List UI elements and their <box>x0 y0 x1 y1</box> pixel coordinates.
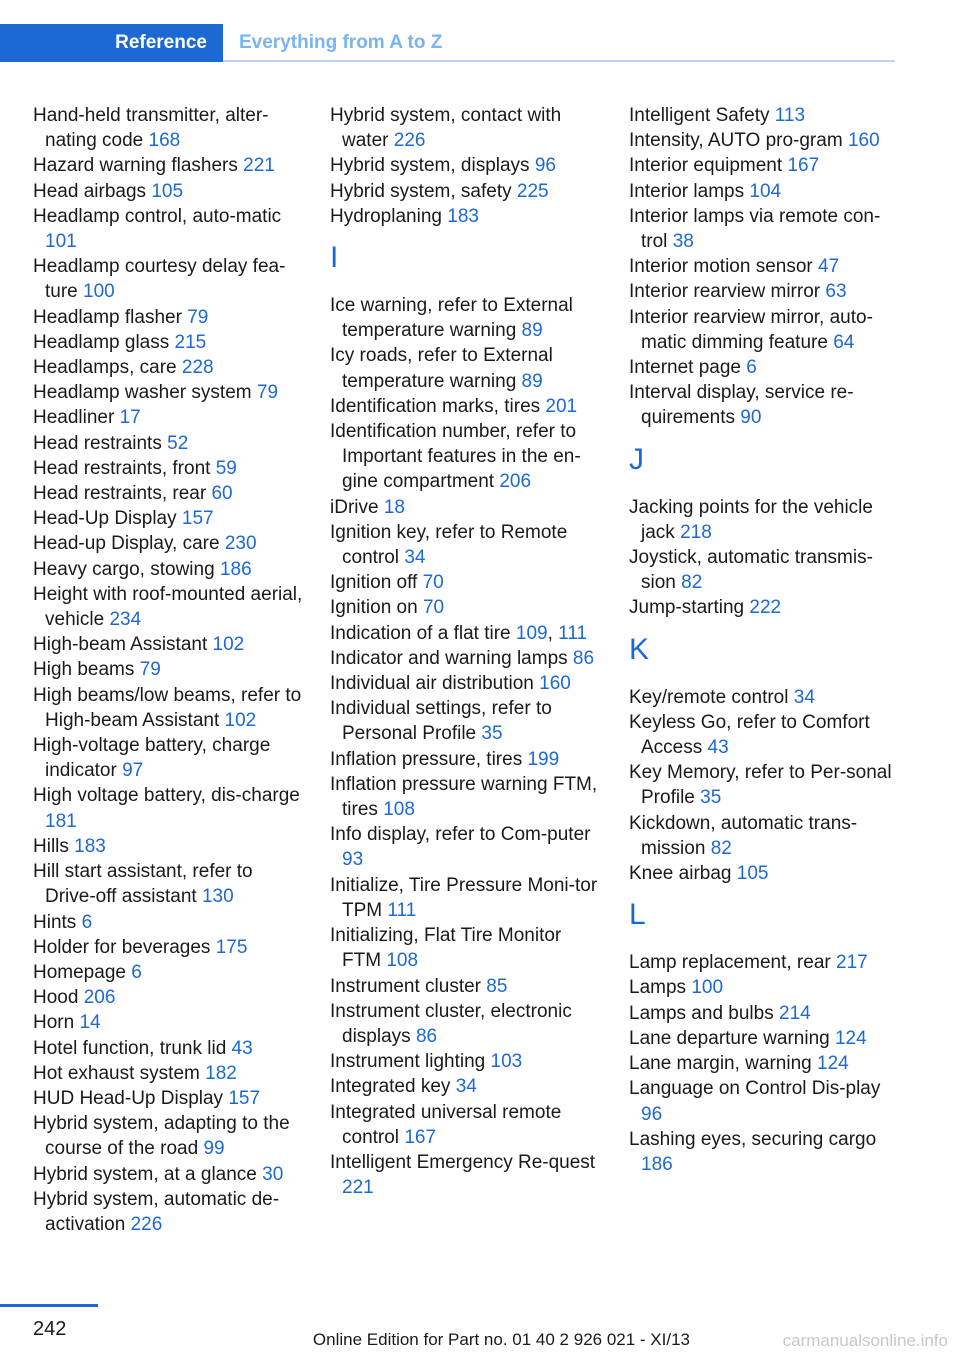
index-entry-term: Hot exhaust system <box>33 1062 200 1084</box>
index-entry-term: Lamps and bulbs <box>629 1002 774 1024</box>
page-link[interactable]: 160 <box>847 130 880 152</box>
index-entry-term: Hills <box>33 835 69 857</box>
index-entry <box>330 495 602 520</box>
index-entry-term: Head-Up Display <box>33 508 177 530</box>
index-entry-term: Kickdown, automatic trans-mission <box>629 812 858 859</box>
index-entry <box>629 495 897 545</box>
page-link[interactable]: 186 <box>219 558 252 580</box>
page-link[interactable]: 124 <box>834 1027 867 1049</box>
index-entry-term: Indication of a flat tire <box>330 622 511 644</box>
page-link[interactable]: 109 <box>515 622 548 644</box>
header-rule <box>223 60 895 62</box>
index-entry-term: Intelligent Emergency Re-quest <box>330 1151 596 1173</box>
index-entry-term: Initializing, Flat Tire Monitor FTM <box>330 925 562 972</box>
index-column-1 <box>33 103 305 1237</box>
page-link[interactable]: 234 <box>109 609 142 631</box>
index-entry <box>330 153 602 178</box>
index-entry-term: Headlamp washer system <box>33 382 252 404</box>
page-link[interactable]: 79 <box>139 659 161 681</box>
section-tab-subsection[interactable]: Everything from A to Z <box>239 32 443 53</box>
page-link[interactable]: 97 <box>122 760 144 782</box>
index-entry-term: Integrated key <box>330 1076 451 1098</box>
index-entry <box>629 710 897 760</box>
index-entry <box>629 153 897 178</box>
index-entry <box>330 343 602 393</box>
index-entry <box>33 1086 305 1111</box>
page-link[interactable]: 113 <box>774 105 806 126</box>
index-entry-term: Initialize, Tire Pressure Moni-tor TPM <box>330 874 598 921</box>
index-entry <box>33 1010 305 1035</box>
index-entry-term: Internet page <box>629 357 741 379</box>
index-entry <box>33 456 305 481</box>
page-link[interactable]: 104 <box>749 180 782 202</box>
index-entry <box>330 923 602 973</box>
index-entry <box>629 811 897 861</box>
index-entry-term: Integrated universal remote control <box>330 1101 562 1148</box>
page-link[interactable]: 86 <box>415 1025 438 1047</box>
index-entry-term: Ignition on <box>330 597 418 619</box>
index-entry <box>330 520 602 570</box>
index-entry <box>330 570 602 595</box>
index-entry-term: Hybrid system, automatic de-activation <box>33 1188 280 1235</box>
page-link[interactable]: 64 <box>833 331 855 353</box>
index-entry <box>33 632 305 657</box>
page-link[interactable]: 222 <box>749 597 782 619</box>
index-entry <box>330 999 602 1049</box>
index-letter-heading: J <box>629 442 644 476</box>
index-entry-term: iDrive <box>330 496 379 518</box>
index-entry <box>33 1111 305 1161</box>
page-link[interactable]: 34 <box>455 1076 477 1098</box>
index-entry-term: Head-up Display, care <box>33 533 220 555</box>
index-entry-term: Hydroplaning <box>330 205 442 227</box>
page-link[interactable]: 101 <box>45 231 77 253</box>
page-link[interactable]: 17 <box>119 407 141 429</box>
index-entry-term: Interval display, service re-quirements <box>629 382 854 429</box>
index-entry-term: Identification marks, tires <box>330 395 541 417</box>
page-link[interactable]: 108 <box>383 799 415 821</box>
index-entry-term: Hazard warning flashers <box>33 155 238 177</box>
page-link[interactable]: 93 <box>342 849 364 871</box>
index-entry-term: Lashing eyes, securing cargo <box>629 1128 877 1150</box>
page-link[interactable]: 6 <box>746 357 757 379</box>
index-entry <box>629 1026 897 1051</box>
index-entry <box>33 531 305 556</box>
index-entry-term: Hints <box>33 911 77 933</box>
page-link[interactable]: 99 <box>203 1138 225 1160</box>
index-entry-term: Head restraints <box>33 432 162 454</box>
index-entry-term: High voltage battery, dis-charge <box>33 785 300 807</box>
page-link[interactable]: 105 <box>151 180 184 202</box>
page-link[interactable]: 218 <box>680 521 712 543</box>
page-link[interactable]: 206 <box>499 471 532 493</box>
index-entry-term: Hotel function, trunk lid <box>33 1037 227 1059</box>
page-link[interactable]: 183 <box>447 205 479 227</box>
page-link[interactable]: 82 <box>710 837 732 859</box>
page-link[interactable]: 103 <box>490 1051 523 1073</box>
index-entry <box>33 431 305 456</box>
index-entry-term: Key/remote control <box>629 686 789 708</box>
page-link[interactable]: 215 <box>174 331 207 353</box>
page-link[interactable]: 34 <box>404 547 426 569</box>
index-letter-heading: K <box>629 632 650 666</box>
page-link[interactable]: 70 <box>422 572 444 594</box>
index-entry-term: Intelligent Safety <box>629 105 770 126</box>
page-link[interactable]: 14 <box>79 1012 101 1034</box>
index-entry-term: Hybrid system, adapting to the course of the road <box>33 1113 290 1160</box>
page-link[interactable]: 96 <box>534 155 556 177</box>
index-entry-term: Headlamp courtesy delay fea-ture <box>33 256 286 303</box>
page-link[interactable]: 89 <box>521 370 543 392</box>
index-column-3 <box>629 103 897 1177</box>
index-entry-term: Instrument cluster <box>330 975 481 997</box>
index-entry-term: Ignition off <box>330 572 418 594</box>
page-link[interactable]: 43 <box>707 737 729 759</box>
page-link[interactable]: 34 <box>793 686 815 708</box>
page-link[interactable]: 100 <box>83 281 115 303</box>
index-entry <box>629 545 897 595</box>
index-entry <box>629 103 897 128</box>
page-link[interactable]: 82 <box>681 572 703 594</box>
index-entry-term: Individual settings, refer to Personal Profile <box>330 698 552 745</box>
index-entry <box>33 103 305 153</box>
page-link[interactable]: 52 <box>167 432 189 454</box>
index-entry-term: Lamps <box>629 977 687 999</box>
page-link[interactable]: 6 <box>81 911 93 933</box>
page-link[interactable]: 59 <box>215 457 237 479</box>
index-entry-term: Headlamp control, auto-matic <box>33 205 282 227</box>
index-entry-term: High-voltage battery, charge indicator <box>33 735 271 782</box>
index-entry <box>33 657 305 682</box>
index-entry-term: Headlamps, care <box>33 357 177 379</box>
index-entry <box>33 481 305 506</box>
index-entry <box>330 747 602 772</box>
index-entry-term: HUD Head-Up Display <box>33 1087 224 1109</box>
index-entry-term: Interior lamps via remote con-trol <box>629 205 881 253</box>
index-entry-term: Holder for beverages <box>33 936 211 958</box>
index-entry-term: Hand-held transmitter, alter-nating code <box>33 105 269 152</box>
index-entry <box>33 960 305 985</box>
page-link[interactable]: 111 <box>558 622 588 644</box>
page-link[interactable]: 60 <box>211 483 233 505</box>
page-link[interactable]: 214 <box>779 1002 811 1024</box>
edition-note: Online Edition for Part no. 01 40 2 926 021 - XI/13 <box>312 1330 690 1349</box>
index-entry-term: Instrument lighting <box>330 1051 486 1073</box>
page-link[interactable]: 43 <box>231 1037 253 1059</box>
index-entry <box>33 733 305 783</box>
index-entry <box>330 293 602 343</box>
index-entry-term: Lane departure warning <box>629 1027 830 1049</box>
page-link[interactable]: 226 <box>393 130 426 152</box>
page-link[interactable]: 79 <box>187 306 209 328</box>
index-entry <box>330 1150 602 1200</box>
index-entry-term: Instrument cluster, electronic displays <box>330 1000 572 1047</box>
index-entry-term: Headliner <box>33 407 115 429</box>
index-entry <box>33 683 305 733</box>
page-link[interactable]: 35 <box>700 787 722 809</box>
index-entry-term: High beams/low beams, refer to High-beam Assistant <box>33 684 302 731</box>
index-entry <box>330 179 602 204</box>
page-link[interactable]: 228 <box>181 357 214 379</box>
index-entry <box>330 1074 602 1099</box>
index-entry <box>330 822 602 872</box>
page-link[interactable]: 105 <box>736 863 769 885</box>
index-entry <box>629 861 897 886</box>
index-entry <box>330 394 602 419</box>
index-entry <box>33 582 305 632</box>
page-link[interactable]: 18 <box>383 496 405 518</box>
index-entry <box>33 935 305 960</box>
index-entry <box>629 380 897 430</box>
index-entry-term: Joystick, automatic transmis-sion <box>629 547 873 594</box>
index-entry <box>629 950 897 975</box>
page-link[interactable]: 168 <box>148 130 181 152</box>
index-entry-term: Hybrid system, displays <box>330 155 530 177</box>
index-entry-term: High-beam Assistant <box>33 634 208 656</box>
index-entry <box>330 772 602 822</box>
page-link[interactable]: 111 <box>387 899 417 921</box>
index-entry <box>330 103 602 153</box>
page-link[interactable]: 89 <box>521 320 543 342</box>
page-link[interactable]: 70 <box>422 597 445 619</box>
page-link[interactable]: 79 <box>256 382 279 404</box>
page-link[interactable]: 35 <box>481 723 503 745</box>
index-entry-term: Head airbags <box>33 180 147 202</box>
page-link[interactable]: 85 <box>486 975 508 997</box>
index-entry <box>330 696 602 746</box>
page-link[interactable]: 221 <box>243 155 275 177</box>
index-entry-term: Hood <box>33 987 79 1009</box>
index-entry-term: Interior rearview mirror, auto-matic dimming feature <box>629 306 873 353</box>
section-tab-reference[interactable]: Reference <box>0 24 223 62</box>
page-link[interactable]: 221 <box>342 1177 374 1199</box>
index-entry <box>629 595 897 620</box>
index-entry-term: Headlamp flasher <box>33 306 182 328</box>
index-entry-term: Interior motion sensor <box>629 256 813 278</box>
index-entry-term: Hybrid system, at a glance <box>33 1163 257 1185</box>
page-link[interactable]: 86 <box>572 647 595 669</box>
page-link[interactable]: 47 <box>818 256 840 278</box>
page-link[interactable]: 157 <box>228 1087 261 1109</box>
index-entry-term: Info display, refer to Com-puter <box>330 824 591 846</box>
index-entry-term: Head restraints, front <box>33 457 211 479</box>
index-entry <box>629 279 897 304</box>
page-link[interactable]: 124 <box>817 1053 849 1075</box>
index-entry <box>629 179 897 204</box>
index-entry <box>33 330 305 355</box>
page-link[interactable]: 102 <box>212 634 245 656</box>
index-entry <box>33 506 305 531</box>
index-entry-term: Lane margin, warning <box>629 1053 812 1075</box>
index-entry-term: Language on Control Dis-play <box>629 1078 881 1100</box>
index-entry <box>330 204 602 229</box>
index-entry <box>330 974 602 999</box>
index-entry-term: High beams <box>33 659 135 681</box>
index-entry-term: Interior lamps <box>629 180 745 202</box>
page-link[interactable]: 226 <box>130 1213 163 1235</box>
index-entry-term: Jump-starting <box>629 597 745 619</box>
index-entry <box>629 204 897 254</box>
index-entry <box>33 557 305 582</box>
index-entry <box>629 355 897 380</box>
index-entry-term: Interior rearview mirror <box>629 281 821 303</box>
page-link[interactable]: 38 <box>672 231 694 253</box>
index-entry <box>33 305 305 330</box>
page-header <box>0 24 895 62</box>
page-number: 242 <box>33 1318 67 1340</box>
page-link[interactable]: 183 <box>74 835 106 857</box>
index-entry <box>629 975 897 1000</box>
index-entry-term: Interior equipment <box>629 155 783 177</box>
index-entry <box>629 685 897 710</box>
page-link[interactable]: 182 <box>205 1062 237 1084</box>
index-entry-term: Key Memory, refer to Per-sonal Profile <box>629 762 892 809</box>
page-link[interactable]: 206 <box>83 987 116 1009</box>
index-column-2 <box>330 103 602 1200</box>
index-entry <box>330 1100 602 1150</box>
watermark: carmanualsonline.info <box>782 1331 948 1350</box>
index-entry <box>330 419 602 495</box>
index-entry: Indication of a flat tire 109, 111 <box>330 622 588 644</box>
page-link[interactable]: 230 <box>224 533 257 555</box>
index-entry-term: Head restraints, rear <box>33 483 207 505</box>
index-entry-term: Ice warning, refer to External temperature warning <box>330 295 573 342</box>
index-letter-heading: I <box>330 241 339 275</box>
index-entry <box>629 254 897 279</box>
index-entry <box>330 873 602 923</box>
index-entry <box>33 1187 305 1237</box>
index-letter-heading: L <box>629 898 646 932</box>
index-entry <box>33 1162 305 1187</box>
index-entry-term: Inflation pressure warning FTM, tires <box>330 773 598 821</box>
index-entry <box>629 1076 897 1126</box>
index-entry-term: Icy roads, refer to External temperature warning <box>330 345 553 392</box>
page-link[interactable]: 199 <box>527 748 560 770</box>
index-entry-term: Heavy cargo, stowing <box>33 558 215 580</box>
index-entry <box>33 1036 305 1061</box>
index-entry-term: Ignition key, refer to Remote control <box>330 521 568 569</box>
index-entry-term: Headlamp glass <box>33 331 170 353</box>
page-link[interactable]: 63 <box>825 281 847 303</box>
page-link[interactable]: 30 <box>262 1163 284 1185</box>
page-link[interactable]: 108 <box>386 950 419 972</box>
index-entry-term: Individual air distribution <box>330 673 534 695</box>
index-entry-term: Identification number, refer to Important features in the en-gine compartment <box>330 421 581 493</box>
index-entry-term: Knee airbag <box>629 863 732 885</box>
index-entry <box>33 783 305 833</box>
index-entry <box>33 405 305 430</box>
page-link[interactable]: 90 <box>740 407 762 429</box>
index-entry-term: Hybrid system, safety <box>330 180 512 202</box>
index-entry <box>629 1001 897 1026</box>
index-entry-term: Height with roof-mounted aerial, vehicle <box>33 583 303 631</box>
page-link[interactable]: 96 <box>641 1103 663 1125</box>
index-entry-term: Homepage <box>33 961 126 983</box>
index-entry <box>330 646 602 671</box>
index-entry-term: Hybrid system, contact with water <box>330 105 562 152</box>
page-link[interactable]: 217 <box>836 952 868 974</box>
index-entry-term: Inflation pressure, tires <box>330 748 523 770</box>
page-link[interactable]: 167 <box>404 1126 437 1148</box>
index-entry <box>33 153 305 178</box>
index-entry <box>33 985 305 1010</box>
index-entry-term: Indicator and warning lamps <box>330 647 568 669</box>
index-entry-term: Jacking points for the vehicle jack <box>629 496 873 543</box>
page-link[interactable]: 160 <box>539 673 571 695</box>
page-link[interactable]: 186 <box>641 1153 673 1175</box>
index-entry <box>629 1051 897 1076</box>
page-link[interactable]: 157 <box>181 508 214 530</box>
index-entry <box>33 380 305 405</box>
index-entry-term: Intensity, AUTO pro-gram <box>629 130 843 152</box>
index-entry <box>33 254 305 304</box>
page-link[interactable]: 201 <box>545 395 578 417</box>
footer-rule <box>0 1304 98 1307</box>
index-entry <box>330 1049 602 1074</box>
page-link[interactable]: 102 <box>224 709 257 731</box>
page-link[interactable]: 167 <box>787 155 820 177</box>
index-entry <box>33 834 305 859</box>
index-entry <box>629 305 897 355</box>
page-link[interactable]: 130 <box>201 886 234 908</box>
index-entry <box>33 355 305 380</box>
index-entry <box>330 671 602 696</box>
index-entry <box>330 595 602 620</box>
page-link[interactable]: 175 <box>215 936 248 958</box>
index-entry <box>629 760 897 810</box>
index-entry <box>629 1127 897 1177</box>
index-entry <box>33 179 305 204</box>
index-entry <box>629 128 897 153</box>
index-entry <box>33 910 305 935</box>
index-entry-term: Keyless Go, refer to Comfort Access <box>629 711 870 759</box>
page-link[interactable]: 100 <box>691 977 724 999</box>
index-entry-term: Hill start assistant, refer to Drive-off assistant <box>33 861 253 908</box>
page-link[interactable]: 225 <box>516 180 549 202</box>
index-entry-term: Horn <box>33 1012 75 1034</box>
index-entry-term: Lamp replacement, rear <box>629 952 831 974</box>
index-entry <box>33 204 305 254</box>
index-entry <box>33 859 305 909</box>
index-entry <box>33 1061 305 1086</box>
page-link[interactable]: 6 <box>131 961 142 983</box>
page-link[interactable]: 181 <box>45 810 77 832</box>
